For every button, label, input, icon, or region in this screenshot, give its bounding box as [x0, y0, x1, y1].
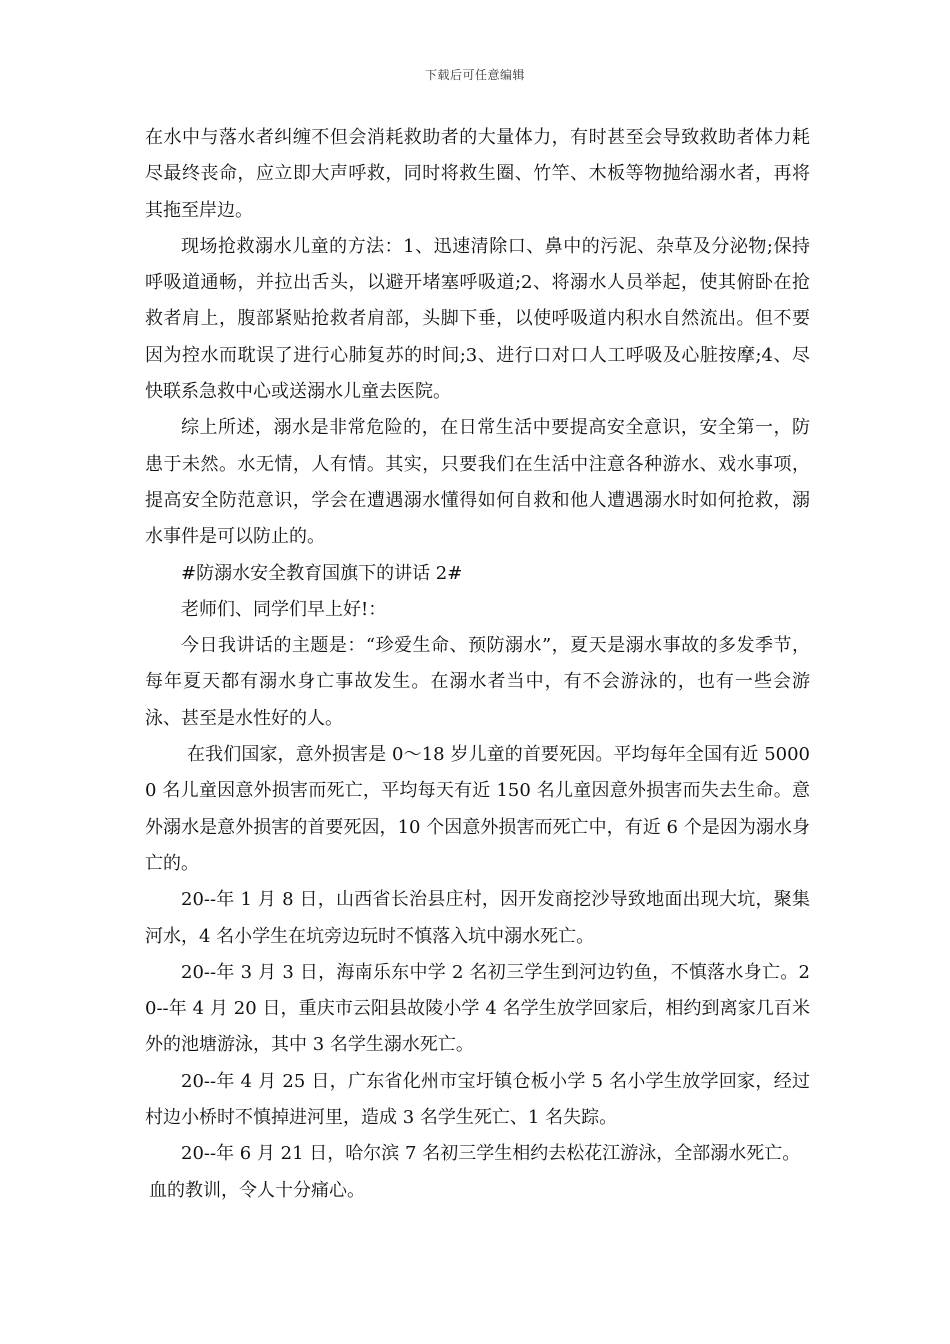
paragraph-greeting: 老师们、同学们早上好!： — [181, 598, 387, 620]
document-body — [145, 120, 810, 1209]
paragraph-case-shanxi: 20--年 1 月 8 日，山西省长治县庄村，因开发商挖沙导致地面出现大坑，聚集河水，4 名小学生在坑旁边玩时不慎落入坑中溺水死亡。 — [145, 889, 810, 947]
paragraph-statistics: 在我们国家，意外损害是 0～18 岁儿童的首要死因。平均每年全国有近 50000 名儿童因意外损害而死亡，平均每天有近 150 名儿童因意外损害而失去生命。意外溺水是意外损害的首要死因，10 个因意外损害而死亡中，有近 6 个是因为溺水身亡的。 — [145, 744, 810, 874]
paragraph-rescue-methods: 现场抢救溺水儿童的方法：1、迅速清除口、鼻中的污泥、杂草及分泌物;保持呼吸道通畅，并拉出舌头，以避开堵塞呼吸道;2、将溺水人员举起，使其俯卧在抢救者肩上，腹部紧贴抢救者肩部，头脚下垂，以使呼吸道内积水自然流出。但不要因为控水而耽误了进行心肺复苏的时间;3、进行口对口人工呼吸及心脏按摩;4、尽快联系急救中心或送溺水儿童去医院。 — [145, 235, 810, 403]
paragraph-conclusion: 综上所述，溺水是非常危险的，在日常生活中要提高安全意识，安全第一，防患于未然。水无情，人有情。其实，只要我们在生活中注意各种游水、戏水事项，提高安全防范意识，学会在遭遇溺水懂得如何自救和他人遭遇溺水时如何抢救，溺水事件是可以防止的。 — [145, 417, 810, 548]
page-header-note: 下载后可任意编辑 — [424, 68, 525, 82]
section-heading-speech-2: #防溺水安全教育国旗下的讲话 2# — [181, 562, 463, 584]
paragraph-case-guangdong: 20--年 4 月 25 日，广东省化州市宝圩镇仓板小学 5 名小学生放学回家，经过村边小桥时不慎掉进河里，造成 3 名学生死亡、1 名失踪。 — [145, 1070, 810, 1129]
paragraph-rescue-warning: 在水中与落水者纠缠不但会消耗救助者的大量体力，有时甚至会导致救助者体力耗尽最终丧命，应立即大声呼救，同时将救生圈、竹竿、木板等物抛给溺水者，再将其拖至岸边。 — [145, 127, 810, 221]
paragraph-case-harbin: 20--年 6 月 21 日，哈尔滨 7 名初三学生相约去松花江游泳，全部溺水死亡。 — [181, 1143, 801, 1165]
paragraph-speech-theme: 今日我讲话的主题是：“珍爱生命、预防溺水”，夏天是溺水事故的多发季节，每年夏天都有溺水身亡事故发生。在溺水者当中，有不会游泳的，也有一些会游泳、甚至是水性好的人。 — [145, 635, 810, 729]
paragraph-lesson: 血的教训，令人十分痛心。 — [149, 1179, 365, 1201]
paragraph-case-hainan-chongqing: 20--年 3 月 3 日，海南乐东中学 2 名初三学生到河边钓鱼，不慎落水身亡。20--年 4 月 20 日，重庆市云阳县故陵小学 4 名学生放学回家后，相约到离家几百米外的池塘游泳，其中 3 名学生溺水死亡。 — [145, 961, 810, 1056]
